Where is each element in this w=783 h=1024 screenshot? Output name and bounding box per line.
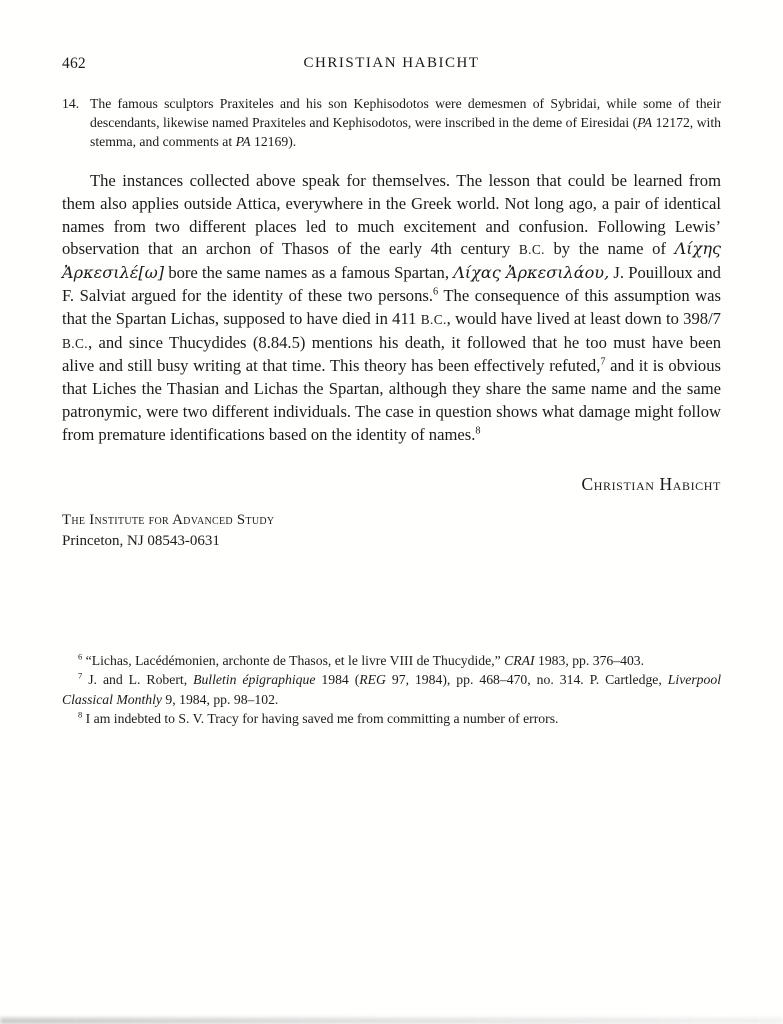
text-segment: , and since Thucydides (8.84.5) mentions his death, it followed that he too must have been alive and still busy writing at that time. This theory has been effectively refuted,: [62, 332, 721, 376]
text-segment: 12169).: [250, 134, 297, 149]
page-number: 462: [62, 55, 86, 72]
footnote-7: [62, 670, 721, 709]
text-segment: B.C.: [518, 242, 545, 258]
footnote-14-text: [90, 94, 721, 151]
author-signature: Christian Habicht: [581, 473, 721, 494]
text-segment: The famous sculptors Praxiteles and his son Kephisodotos were demesmen of Sybridai, while some of their descendants, likewise named Praxiteles and Kephisodotos, were inscribed in the deme of Eiresidai (: [90, 96, 721, 130]
text-segment: PA: [235, 134, 251, 149]
text-segment: 1983, pp. 376–403.: [534, 652, 645, 668]
institute-address: Princeton, NJ 08543-0631: [62, 532, 220, 549]
footnote-reference: 8: [78, 709, 83, 720]
text-segment: PA: [637, 115, 653, 130]
footnote-14-number: 14.: [62, 96, 80, 111]
footnote-reference: 6: [433, 286, 439, 298]
text-segment: J. and L. Robert,: [82, 672, 194, 688]
main-paragraph: [62, 170, 721, 447]
affiliation-block: [62, 510, 721, 551]
text-segment: Λίχης Ἀρκεσιλέ[ω]: [62, 239, 721, 283]
text-segment: The consequence of this assumption was that the Spartan Lichas, supposed to have died in 411: [62, 285, 721, 328]
text-segment: Λίχας Ἀρκεσιλάου,: [453, 263, 610, 283]
text-segment: 9, 1984, pp. 98–102.: [162, 691, 279, 707]
page-header: [62, 54, 721, 73]
footnotes-block: [62, 651, 721, 729]
running-head-title: CHRISTIAN HABICHT: [303, 55, 480, 71]
text-segment: REG: [359, 672, 386, 688]
text-segment: 1984 (: [315, 672, 360, 688]
footnote-14-block: [62, 94, 721, 151]
text-segment: Liverpool Classical Monthly: [62, 672, 722, 707]
text-segment: by the name of: [544, 239, 675, 259]
footnote-reference: 7: [600, 356, 606, 368]
text-segment: 12172, with stemma, and comments at: [90, 115, 721, 149]
text-segment: and it is obvious that Liches the Thasian and Lichas the Spartan, although they share the same name and the same patronymic, were two different individuals. The case in question shows what damage might follow from premature identifications based on the identity of names.: [62, 356, 721, 444]
text-segment: “Lichas, Lacédémonien, archonte de Thasos, et le livre VIII de Thucydide,”: [82, 652, 505, 668]
text-segment: Bulletin épigraphique: [193, 672, 316, 688]
text-segment: B.C.: [62, 335, 88, 351]
text-segment: J. Pouilloux and F. Salviat argued for the identity of these two persons.: [62, 263, 721, 305]
text-segment: 97, 1984), pp. 468–470, no. 314. P. Cartledge,: [385, 672, 668, 688]
footnote-reference: 7: [78, 670, 83, 681]
text-segment: bore the same names as a famous Spartan,: [164, 263, 454, 283]
text-segment: , would have lived at least down to 398/7: [446, 308, 721, 328]
text-segment: B.C.: [420, 311, 447, 327]
footnote-reference: 8: [475, 425, 481, 437]
text-segment: I am indebted to S. V. Tracy for having saved me from committing a number of errors.: [82, 711, 559, 727]
scan-edge-artifact: [0, 1018, 783, 1024]
text-segment: The instances collected above speak for themselves. The lesson that could be learned from them also applies outside Attica, everywhere in the Greek world. Not long ago, a pair of identical names from two different places led to much excitement and confusion. Following Lewis’ observation that an archon of Thasos of the early 4th century: [62, 171, 721, 259]
footnote-reference: 6: [78, 651, 83, 661]
footnote-6: [62, 651, 721, 671]
footnote-8: [62, 709, 721, 729]
institute-name: The Institute for Advanced Study: [62, 511, 275, 528]
text-segment: CRAI: [504, 652, 535, 668]
